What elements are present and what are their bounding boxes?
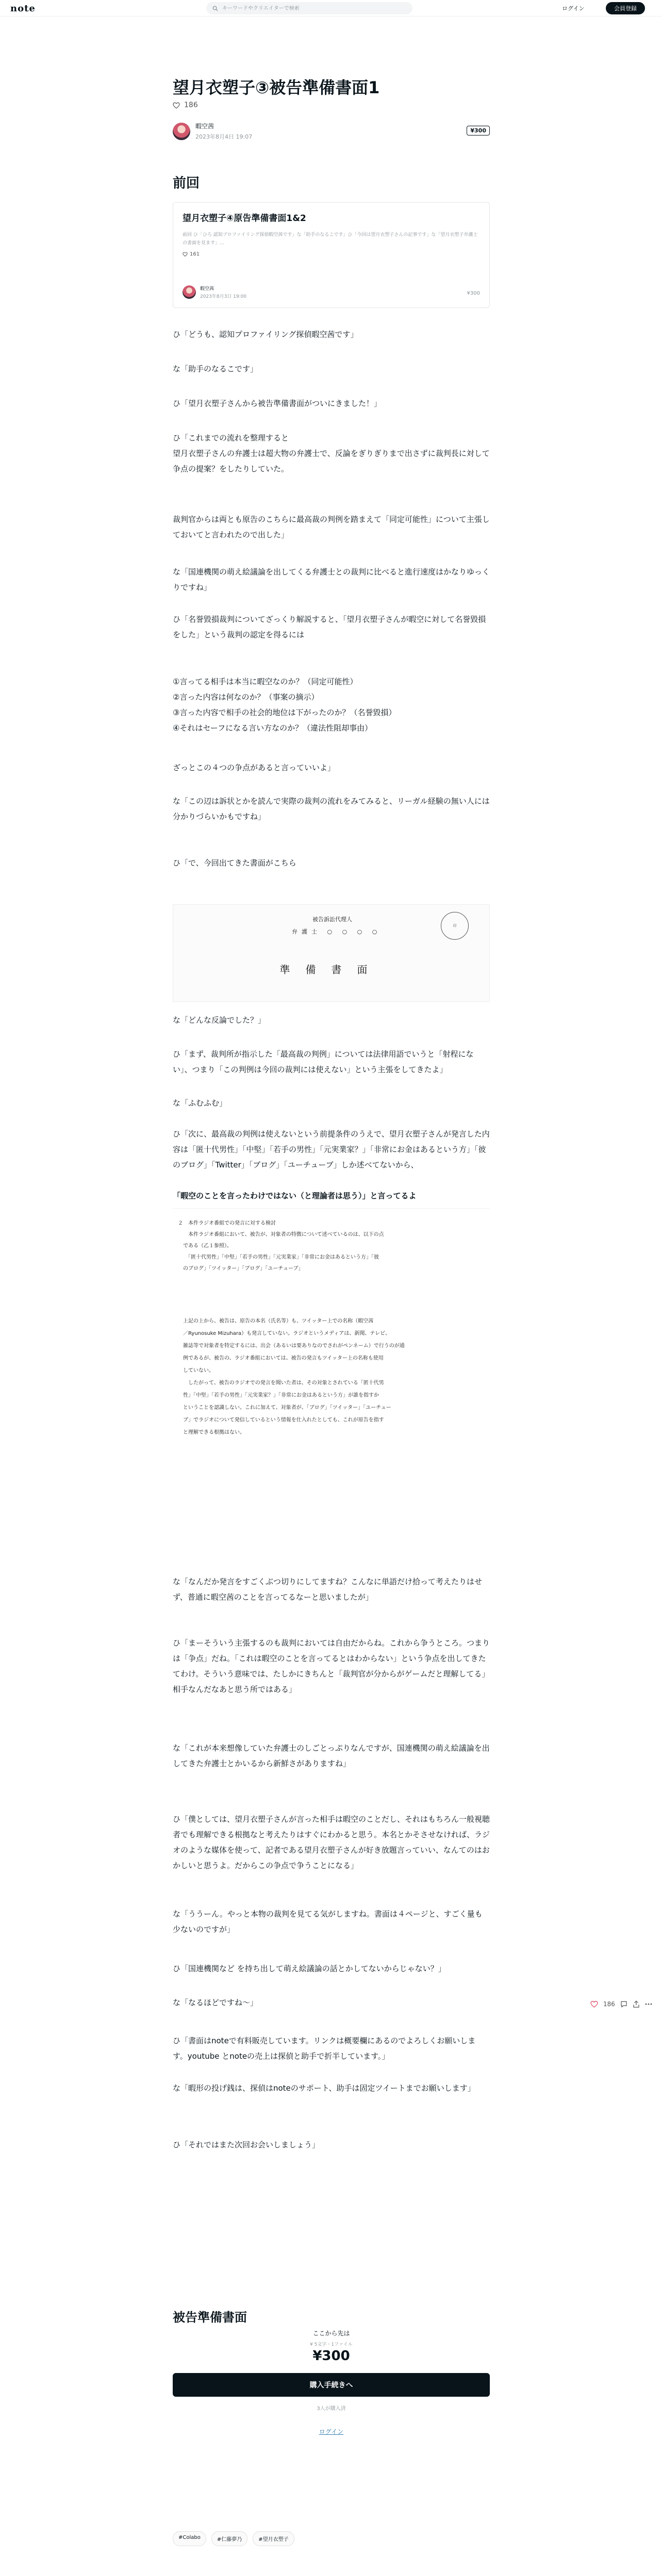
author-avatar[interactable] — [173, 123, 190, 140]
scan-line: ということを認識しない。これに加えて、対象者が、「ブログ」「ツイッター」「ユーチュー — [178, 1405, 391, 1411]
embed-card[interactable] — [173, 202, 490, 308]
scan-line: していない。 — [178, 1368, 214, 1374]
paid-heading: 被告準備書面 — [173, 2310, 247, 2325]
scan-line: 性」「中堅」「若手の男性」「元実業家？」「非常にお金はあるという方」が誰を指すか — [178, 1393, 379, 1398]
author-row — [173, 122, 490, 141]
tag[interactable]: #望月衣塑子 — [253, 2531, 294, 2546]
doc-title: 準備書面 — [279, 963, 383, 976]
embed-date: 2023年8月3日 19:00 — [200, 294, 247, 299]
body-paragraph: 裁判官からは両とも原告のこちらに最高裁の判例を踏まえて「同定可能性」について主張しておいてと言われたので出した」 — [173, 515, 490, 539]
body-paragraph: ひ「まーそういう主張するのも裁判においては自由だからね。これから争うところ。つまりは「争点」だね。「これは暇空のことを言ってるとはわからない」という争点を出してきたてわけ。そういう意味では、たしかにきちんと「裁判官が分からがゲームだと理解してる」相手なんだなあと思う所ではある」 — [173, 1638, 490, 1694]
scan-line: 上記の上から、被告は、原告の本名（氏名等）も、ツイッター上での名称（暇空茜 — [178, 1318, 374, 1324]
body-paragraph: ひ「国連機関など を持ち出して萌え絵議論の話とかしてないからじゃない？」 — [173, 1964, 446, 1973]
scan-line: ブ」でラジオについて発信しているという情報を仕入れたとしても、これが原告を指す — [178, 1417, 384, 1423]
body-paragraph: ざっとこの４つの争点があると言っていいよ」 — [173, 763, 336, 772]
body-paragraph: な「これが本来想像していた弁護士のしごとっぷりなんですが、国連機関の萌え絵議論を出してきた弁護士とかいるから新鮮さがありますね」 — [173, 1743, 490, 1768]
document-image — [173, 904, 490, 1002]
note-logo[interactable]: note — [10, 3, 36, 14]
scanned-document-image — [173, 1208, 490, 1538]
body-paragraph: な「なんだか発言をすごくぶつ切りにしてますね？こんなに単語だけ拾って考えたりはせず、普通に暇空茜のことを言ってるなーと思いましたが」 — [173, 1577, 483, 1602]
body-paragraph-bold: 「暇空のことを言ったわけではない（と理論者は思う）」と言ってるよ — [173, 1191, 417, 1200]
body-paragraph: ひ「望月衣塑子さんから被告準備書面がついにきました！」 — [173, 399, 382, 408]
prev-heading: 前回 — [173, 176, 200, 191]
embed-author: 暇空茜 — [200, 286, 214, 292]
body-paragraph: ひ「書面はnoteで有料販売しています。リンクは概要欄にあるのでよろしくお願いします。youtube とnoteの売上は探偵と助手で折半しています。」 — [173, 2036, 476, 2061]
heart-icon — [183, 252, 188, 257]
scan-line: ／Ryunosuke Mizuhara）も発言していない。ラジオというメディアは、新聞、テレビ、 — [178, 1331, 391, 1336]
scan-line: 「匿十代男性」「中堅」「若手の男性」「元実業家」「非常にお金はあるという方」「彼 — [178, 1255, 379, 1260]
heart-icon[interactable] — [173, 102, 180, 109]
embed-avatar — [183, 285, 196, 299]
tag[interactable]: #仁藤夢乃 — [211, 2531, 247, 2546]
body-paragraph: な「暇形の投げ銭は、探偵はnoteのサポート、助手は固定ツイートまでお願いします」 — [173, 2083, 475, 2093]
paywall — [173, 2329, 490, 2436]
more-icon[interactable] — [645, 2003, 652, 2005]
embed-title: 望月衣塑子④原告準備書面1&2 — [183, 213, 306, 224]
signup-button[interactable]: 会員登録 — [606, 2, 645, 14]
embed-likes — [183, 251, 480, 257]
tag-list — [173, 2531, 490, 2546]
price-badge: ¥300 — [467, 126, 490, 135]
body-paragraph: な「どんな反論でした？」 — [173, 1015, 266, 1025]
body-paragraph: ひ「それではまた次回お会いしましょう」 — [173, 2140, 320, 2149]
body-paragraph: ひ「まず、裁判所が指示した「最高裁の判例」については法律用語でいうと「射程にない」、つまり「この判例は今回の裁判には使えない」という主張をしてきたよ」 — [173, 1049, 474, 1074]
doc-line: 弁護士 ○ ○ ○ ○ — [292, 928, 382, 935]
scan-line: 例であるが、被告の、ラジオ番組においては、被告の発言もツイッター上の名称も使用 — [178, 1355, 384, 1361]
scan-line: ２ 本件ラジオ番組での発言に対する検討 — [178, 1221, 276, 1226]
search-icon — [212, 6, 218, 11]
embed-price: ¥300 — [467, 291, 480, 296]
scan-line: である（乙１参照）。 — [178, 1243, 232, 1249]
title-likes-count: 186 — [184, 101, 198, 109]
embed-desc: 前回 ひ「ひろ 認知プロファイリング探偵暇空茜です」な「助手のなるこです」ひ「今回は望月衣塑子さんの記事です」な「望月衣塑子弁護士の書面を見ます」… — [183, 232, 478, 246]
side-likes-count: 186 — [603, 2001, 615, 2008]
heart-icon[interactable] — [590, 2001, 598, 2008]
login-link[interactable]: ログイン — [562, 5, 585, 12]
body-paragraph: ひ「名誉毀損裁判についてざっくり解説すると、「望月衣塑子さんが暇空に対して名誉毀損をした」という裁判の認定を得るには — [173, 615, 486, 639]
scan-line: のブログ」「ツイッター」「ブログ」「ユーチューブ」 — [178, 1266, 304, 1272]
floating-actions — [590, 2001, 652, 2008]
paywall-label: ここから先は — [312, 2330, 350, 2337]
publish-date: 2023年8月4日 19:07 — [195, 133, 253, 140]
search-input[interactable] — [222, 6, 408, 11]
body-paragraph: ①言ってる相手は本当に暇空なのか？（同定可能性） ②言った内容は何なのか？（事案の摘示） ③言った内容で相手の社会的地位は下がったのか？（名誉毀損） ④それはセーフになる言い方なのか？（違法性阻却事由） — [173, 677, 396, 733]
author-name[interactable]: 暇空茜 — [195, 123, 214, 130]
embed-likes-count: 161 — [190, 251, 200, 257]
body-paragraph: な「ふむふむ」 — [173, 1098, 227, 1108]
scan-line: 本件ラジオ番組において、被告が、対象者の特徴について述べているのは、以下の点 — [178, 1232, 384, 1238]
comment-icon[interactable] — [620, 2001, 627, 2008]
paywall-price: ¥300 — [312, 2348, 350, 2364]
top-header — [0, 0, 662, 16]
tag[interactable]: #Colabo — [173, 2531, 206, 2546]
scan-line: したがって、被告のラジオでの発言を聞いた者は、その対象とされている「匿十代男 — [178, 1380, 384, 1386]
buyer-count: 3人が購入済 — [317, 2406, 346, 2412]
paywall-login-link[interactable]: ログイン — [319, 2428, 344, 2435]
buy-button[interactable]: 購入手続きへ — [173, 2373, 490, 2397]
body-paragraph: な「国連機関の萌え絵議論を出してくる弁護士との裁判に比べると進行速度はかなりゆっくりですね」 — [173, 567, 490, 592]
body-paragraph: ひ「これまでの流れを整理すると 望月衣塑子さんの弁護士は超大物の弁護士で、反論をぎりぎりまで出さずに裁判長に対して争点の提案？をしたりしていた。 — [173, 433, 490, 473]
body-paragraph: ひ「で、今回出てきた書面がこちら — [173, 858, 296, 868]
share-icon[interactable] — [633, 2001, 640, 2008]
body-paragraph: な「助手のなるこです」 — [173, 364, 258, 374]
body-paragraph: ひ「僕としては、望月衣塑子さんが言った相手は暇空のことだし、それはもちろん一般視聴者でも理解できる根拠なと考えたりはすぐにわかると思う。本名とかそさせなければ、ラジオのような媒体を使って、記者である望月衣塑子さんが好き放題言っていい、なんてのはおかしいと思うよ。だからこの争点で争うことになる」 — [173, 1815, 490, 1870]
body-paragraph: ひ「次に、最高裁の判例は使えないという前提条件のうえで、望月衣塑子さんが発言した内容は「匿十代男性」「中堅」「若手の男性」「元実業家？」「非常にお金はあるという方」「彼のブログ」「Twitter」「ブログ」「ユーチューブ」しか述べてないから、 — [173, 1129, 490, 1170]
scan-line: と理解できる根拠はない。 — [178, 1430, 245, 1435]
body-paragraph: な「なるほどですね～」 — [173, 1998, 258, 2007]
body-paragraph: な「ううーん。やっと本物の裁判を見てる気がしますね。書面は４ページと、すごく量も少ないのですが」 — [173, 1909, 483, 1934]
title-likes — [173, 101, 490, 109]
article-title: 望月衣塑子③被告準備書面1 — [173, 78, 380, 97]
body-paragraph: ひ「どうも、認知プロファイリング探偵暇空茜です」 — [173, 330, 358, 339]
embed-price-value: 300 — [470, 291, 480, 296]
doc-line: 被告訴訟代理人 — [312, 916, 352, 923]
doc-stamp: 印 — [441, 912, 469, 940]
scan-line: 雑誌等で対象者を特定するには、出会（あるいは要ありなのでされがペンネーム）で行うのが通 — [178, 1343, 405, 1349]
search-box[interactable] — [206, 2, 412, 14]
body-paragraph: な「この辺は訴状とかを読んで実際の裁判の流れをみてみると、リーガル経験の無い人には分かりづらいかもですね」 — [173, 796, 490, 821]
paywall-sub: ¥ 5文字・1ファイル — [310, 2342, 353, 2347]
